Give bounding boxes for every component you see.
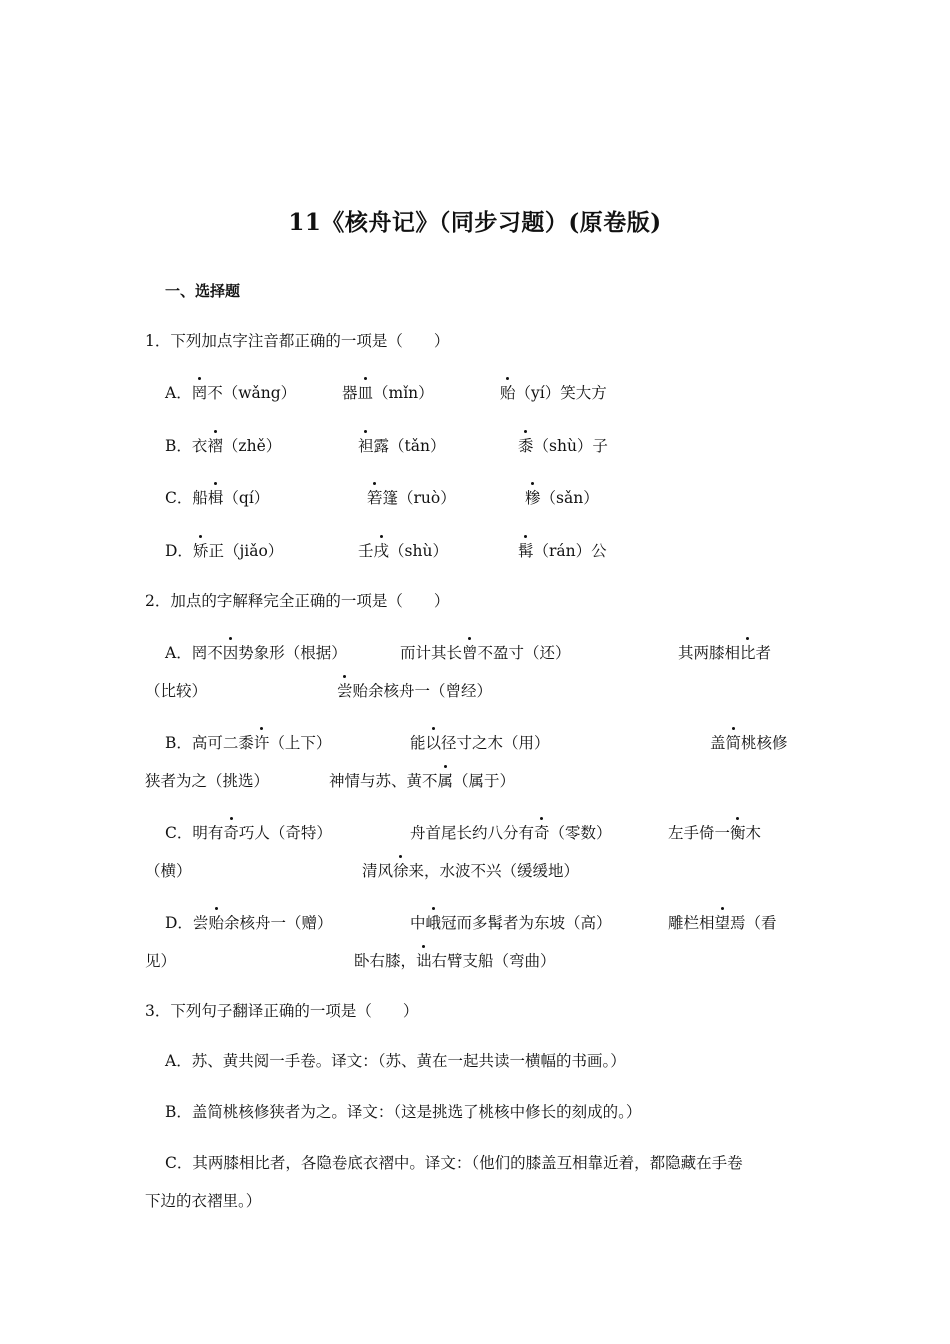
q2-option-d: D．尝贻余核舟一（赠） (165, 914, 333, 932)
page-title: 11《核舟记》（同步习题）(原卷版) (288, 209, 662, 236)
dotted-char: 峨 (425, 914, 442, 932)
dotted-char: 曾 (462, 644, 478, 662)
q2-option-c-item4: 清风徐来，水波不兴（缓缓地） (362, 862, 580, 880)
question-1-stem: 1．下列加点字注音都正确的一项是（ ） (145, 332, 450, 350)
q3-option-c-cont: 下边的衣褶里。） (145, 1192, 262, 1210)
q1-option-c-item3: 糁（sǎn） (525, 489, 599, 507)
dotted-char: 奇 (534, 824, 550, 842)
dotted-char: 贻 (208, 914, 224, 932)
dotted-char: 箬 (367, 489, 383, 507)
dotted-char: 因 (222, 644, 239, 662)
q1-option-d-item2: 壬戌（shù） (358, 542, 448, 560)
q1-option-a-item3: 贻（yí）笑大方 (500, 384, 607, 402)
dotted-char: 诎 (416, 952, 432, 970)
q2-option-c: C．明有奇巧人（奇特） (165, 824, 332, 842)
q2-option-a-cont: （比较） (145, 682, 208, 700)
q2-option-d-cont: 见） (145, 952, 177, 970)
q2-option-d-item2: 中峨冠而多髯者为东坡（高） (410, 914, 612, 932)
dotted-char: 奇 (223, 824, 239, 842)
dotted-char: 褶 (207, 437, 223, 455)
dotted-char: 贻 (500, 384, 516, 402)
dotted-char: 黍 (518, 437, 534, 455)
q3-option-b: B．盖简桃核修狭者为之。译文：（这是挑选了桃核中修长的刻成的。） (165, 1103, 642, 1121)
q1-option-c-item2: 箬篷（ruò） (367, 489, 456, 507)
question-2-stem: 2．加点的字解释完全正确的一项是（ ） (145, 592, 450, 610)
dotted-char: 罔 (191, 384, 208, 402)
q2-option-b: B．高可二黍许（上下） (165, 734, 332, 752)
q1-option-d-item3: 髯（rán）公 (518, 542, 607, 560)
dotted-char: 简 (725, 734, 742, 752)
q1-option-a: A．罔不（wǎng） (165, 384, 297, 402)
dotted-char: 比 (740, 644, 756, 662)
q1-option-b: B．衣褶（zhě） (165, 437, 282, 455)
q2-option-d-item4: 卧右膝，诎右臂支船（弯曲） (354, 952, 556, 970)
q2-option-a-item3: 其两膝相比者 (678, 644, 772, 662)
dotted-char: 望 (714, 914, 731, 932)
q2-option-a: A．罔不因势象形（根据） (165, 644, 347, 662)
q2-option-b-item4: 神情与苏、黄不属（属于） (329, 772, 516, 790)
dotted-char: 戌 (373, 542, 390, 560)
dotted-char: 衡 (730, 824, 746, 842)
q2-option-c-item2: 舟首尾长约八分有奇（零数） (410, 824, 612, 842)
q1-option-d: D．矫正（jiǎo） (165, 542, 284, 560)
q3-option-a: A．苏、黄共阅一手卷。译文：（苏、黄在一起共读一横幅的书画。） (165, 1052, 626, 1070)
q2-option-b-item2: 能以径寸之木（用） (410, 734, 550, 752)
q2-option-c-cont: （横） (145, 862, 192, 880)
question-3-stem: 3．下列句子翻译正确的一项是（ ） (145, 1002, 419, 1020)
q3-option-c: C．其两膝相比者，各隐卷底衣褶中。译文：（他们的膝盖互相靠近着，都隐藏在手卷 (165, 1154, 743, 1172)
dotted-char: 许 (253, 734, 270, 752)
q1-option-a-item2: 器皿（mǐn） (342, 384, 434, 402)
dotted-char: 皿 (357, 384, 374, 402)
dotted-char: 糁 (525, 489, 541, 507)
q2-option-a-item4: 尝贻余核舟一（曾经） (337, 682, 493, 700)
q1-option-c: C．船楫（qí） (165, 489, 270, 507)
q1-option-b-item2: 袒露（tǎn） (358, 437, 446, 455)
q2-option-d-item3: 雕栏相望焉（看 (668, 914, 777, 932)
dotted-char: 尝 (337, 682, 353, 700)
q2-option-b-item3: 盖简桃核修 (710, 734, 788, 752)
dotted-char: 属 (437, 772, 454, 790)
dotted-char: 徐 (393, 862, 409, 880)
dotted-char: 矫 (192, 542, 209, 560)
q2-option-a-item2: 而计其长曾不盈寸（还） (400, 644, 571, 662)
q2-option-c-item3: 左手倚一衡木 (668, 824, 762, 842)
dotted-char: 袒 (358, 437, 374, 455)
dotted-char: 楫 (207, 489, 224, 507)
section-heading: 一、选择题 (165, 282, 241, 300)
dotted-char: 以 (425, 734, 442, 752)
q1-option-b-item3: 黍（shù）子 (518, 437, 608, 455)
q2-option-b-cont: 狭者为之（挑选） (145, 772, 270, 790)
dotted-char: 髯 (518, 542, 534, 560)
